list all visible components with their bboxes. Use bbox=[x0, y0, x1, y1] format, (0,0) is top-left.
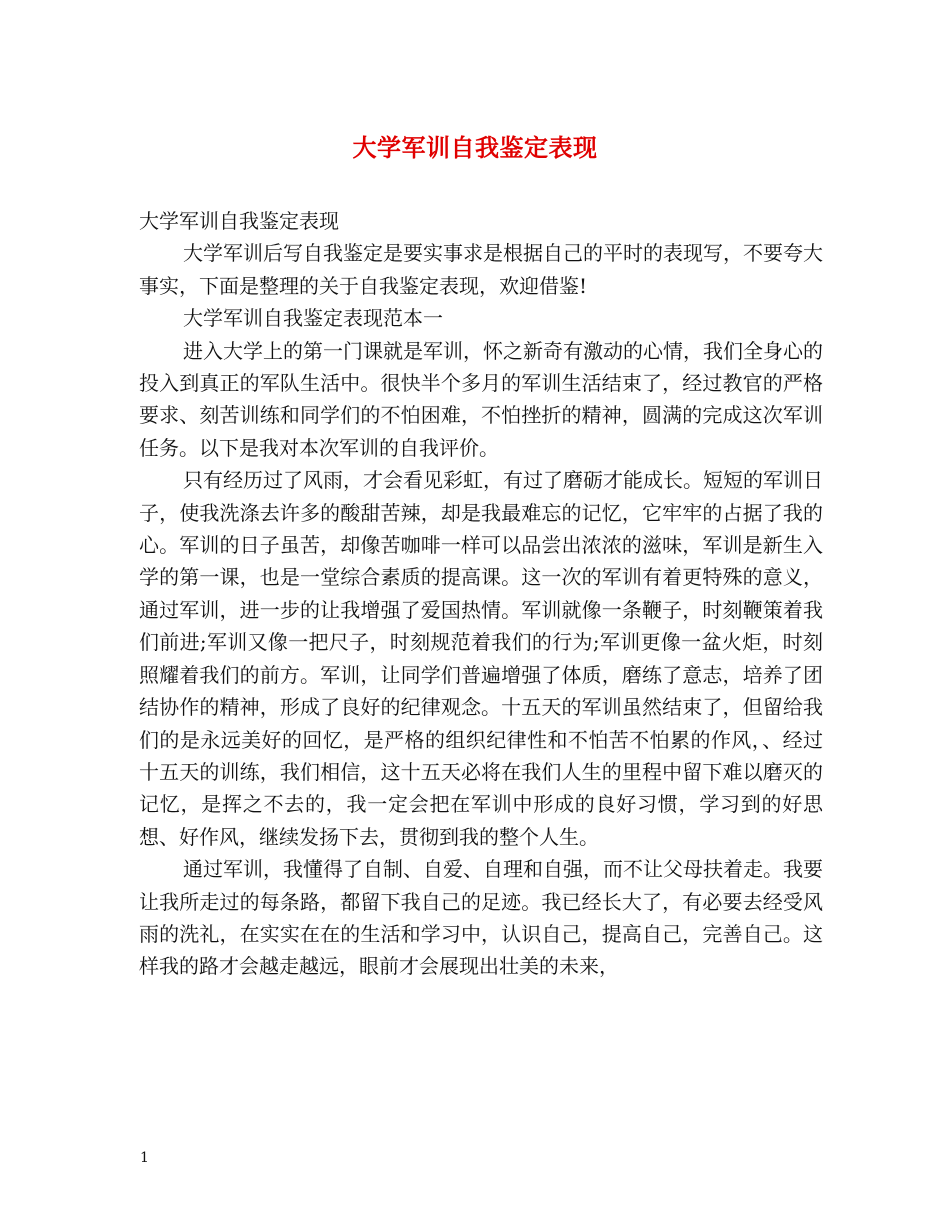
paragraph-heading: 大学军训自我鉴定表现 bbox=[139, 209, 339, 233]
paragraph-body: 只有经历过了风雨，才会看见彩虹，有过了磨砺才能成长。短短的军训日子，使我洗涤去许多的酸甜苦辣，却是我最难忘的记忆，它牢牢的占据了我的心。军训的日子虽苦，却像苦咖啡一样可以品尝出浓浓的滋味，军训是新生入学的第一课，也是一堂综合素质的提高课。这一次的军训有着更特殊的意义，通过军训，进一步的让我增强了爱国热情。军训就像一条鞭子，时刻鞭策着我们前进;军训又像一把尺子，时刻规范着我们的行为;军训更像一盆火炬，时刻照耀着我们的前方。军训，让同学们普遍增强了体质，磨练了意志，培养了团结协作的精神，形成了良好的纪律观念。十五天的军训虽然结束了，但留给我们的是永远美好的回忆，是严格的组织纪律性和不怕苦不怕累的作风，、经过十五天的训练，我们相信，这十五天必将在我们人生的里程中留下难以磨灭的记忆，是挥之不去的，我一定会把在军训中形成的良好习惯，学习到的好思想、好作风，继续发扬下去，贯彻到我的整个人生。 bbox=[139, 468, 823, 849]
document-body bbox=[139, 205, 823, 983]
page-number: 1 bbox=[140, 1150, 149, 1166]
paragraph-sample-heading: 大学军训自我鉴定表现范本一 bbox=[183, 306, 443, 331]
paragraph-body: 通过军训，我懂得了自制、自爱、自理和自强，而不让父母扶着走。我要让我所走过的每条路，都留下我自己的足迹。我已经长大了，有必要去经受风雨的洗礼，在实实在在的生活和学习中，认识自己，提高自己，完善自己。这样我的路才会越走越远，眼前才会展现出壮美的未来， bbox=[139, 857, 823, 979]
paragraph-body: 进入大学上的第一门课就是军训，怀之新奇有激动的心情，我们全身心的投入到真正的军队生活中。很快半个多月的军训生活结束了，经过教官的严格要求、刻苦训练和同学们的不怕困难，不怕挫折的精神，圆满的完成这次军训任务。以下是我对本次军训的自我评价。 bbox=[139, 338, 823, 460]
paragraph-intro: 大学军训后写自我鉴定是要实事求是根据自己的平时的表现写，不要夸大事实，下面是整理的关于自我鉴定表现，欢迎借鉴! bbox=[139, 241, 823, 298]
document-title: 大学军训自我鉴定表现 bbox=[352, 133, 598, 162]
